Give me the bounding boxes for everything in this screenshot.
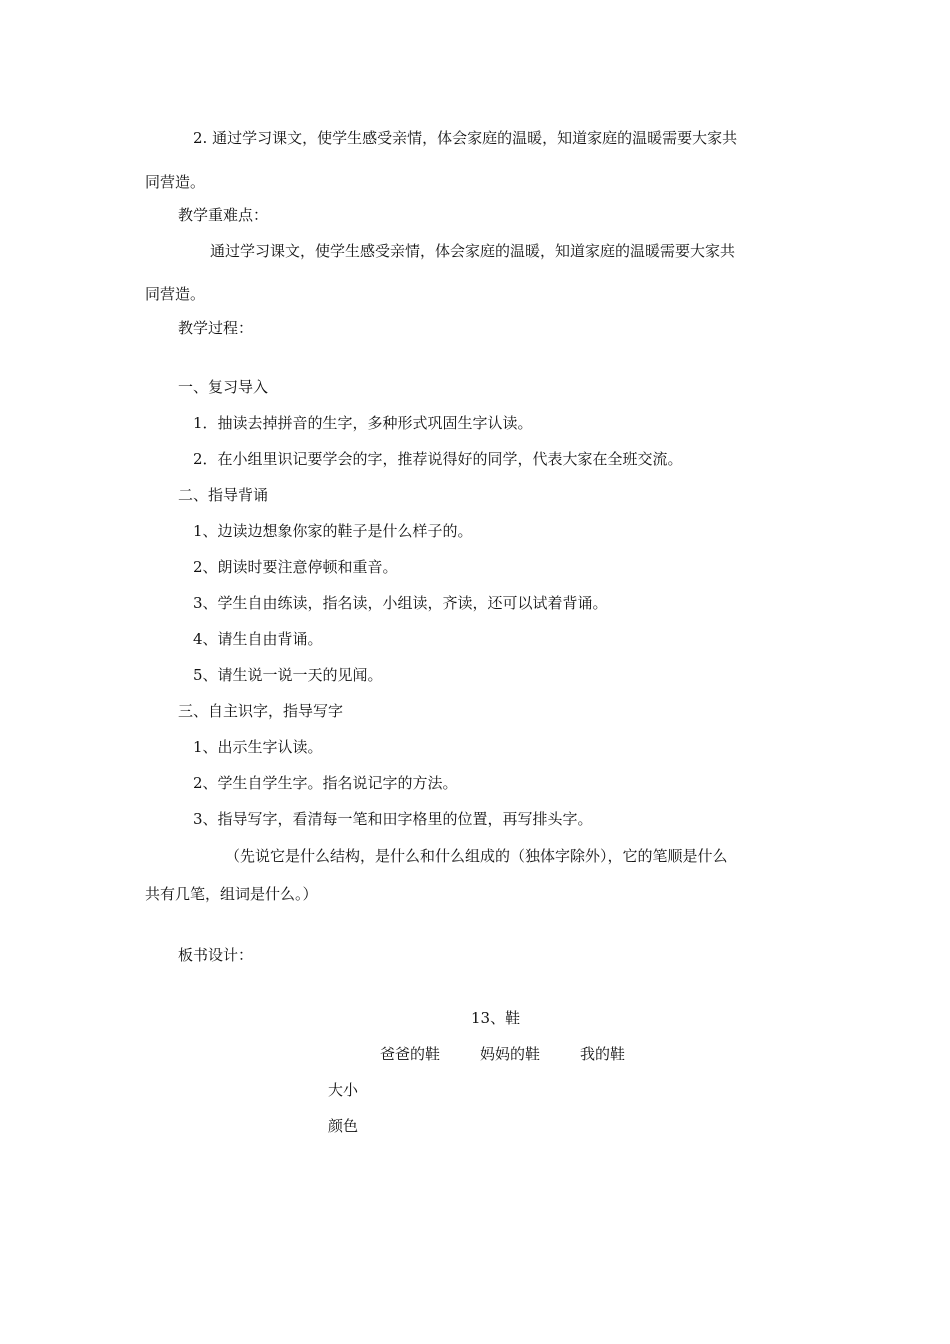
section-2-item: 4、请生自由背诵。 — [193, 630, 323, 648]
section-3-item: 3、指导写字，看清每一笔和田字格里的位置，再写排头字。 — [193, 810, 593, 828]
key-difficulty-heading: 教学重难点： — [178, 206, 269, 224]
key-difficulty-line-1: 通过学习课文，使学生感受亲情，体会家庭的温暖，知道家庭的温暖需要大家共 — [210, 242, 736, 260]
section-3-note-line-2: 共有几笔，组词是什么。） — [145, 885, 318, 903]
board-column-header: 爸爸的鞋 — [380, 1045, 441, 1063]
board-column-header: 妈妈的鞋 — [480, 1045, 541, 1063]
section-3-title: 三、自主识字，指导写字 — [178, 702, 344, 720]
section-2-item: 1、边读边想象你家的鞋子是什么样子的。 — [193, 522, 473, 540]
process-heading: 教学过程： — [178, 319, 254, 337]
section-1-item: 1．抽读去掉拼音的生字，多种形式巩固生字认读。 — [193, 414, 533, 432]
section-2-title: 二、指导背诵 — [178, 486, 269, 504]
section-3-note-line-1: （先说它是什么结构，是什么和什么组成的（独体字除外），它的笔顺是什么 — [225, 847, 728, 865]
board-title: 13、鞋 — [471, 1009, 521, 1027]
board-heading: 板书设计： — [178, 946, 254, 964]
section-2-item: 3、学生自由练读，指名读，小组读，齐读，还可以试着背诵。 — [193, 594, 608, 612]
section-2-item: 5、请生说一说一天的见闻。 — [193, 666, 383, 684]
board-row-label: 颜色 — [328, 1117, 359, 1135]
objective-item-2-line-2: 同营造。 — [145, 173, 206, 191]
section-1-title: 一、复习导入 — [178, 378, 269, 396]
section-2-item: 2、朗读时要注意停顿和重音。 — [193, 558, 398, 576]
section-1-item: 2．在小组里识记要学会的字，推荐说得好的同学，代表大家在全班交流。 — [193, 450, 683, 468]
board-row-label: 大小 — [328, 1081, 359, 1099]
objective-item-2-line-1: 2. 通过学习课文，使学生感受亲情，体会家庭的温暖，知道家庭的温暖需要大家共 — [193, 129, 738, 147]
key-difficulty-line-2: 同营造。 — [145, 285, 206, 303]
section-3-item: 2、学生自学生字。指名说记字的方法。 — [193, 774, 458, 792]
board-column-header: 我的鞋 — [580, 1045, 626, 1063]
section-3-item: 1、出示生字认读。 — [193, 738, 323, 756]
